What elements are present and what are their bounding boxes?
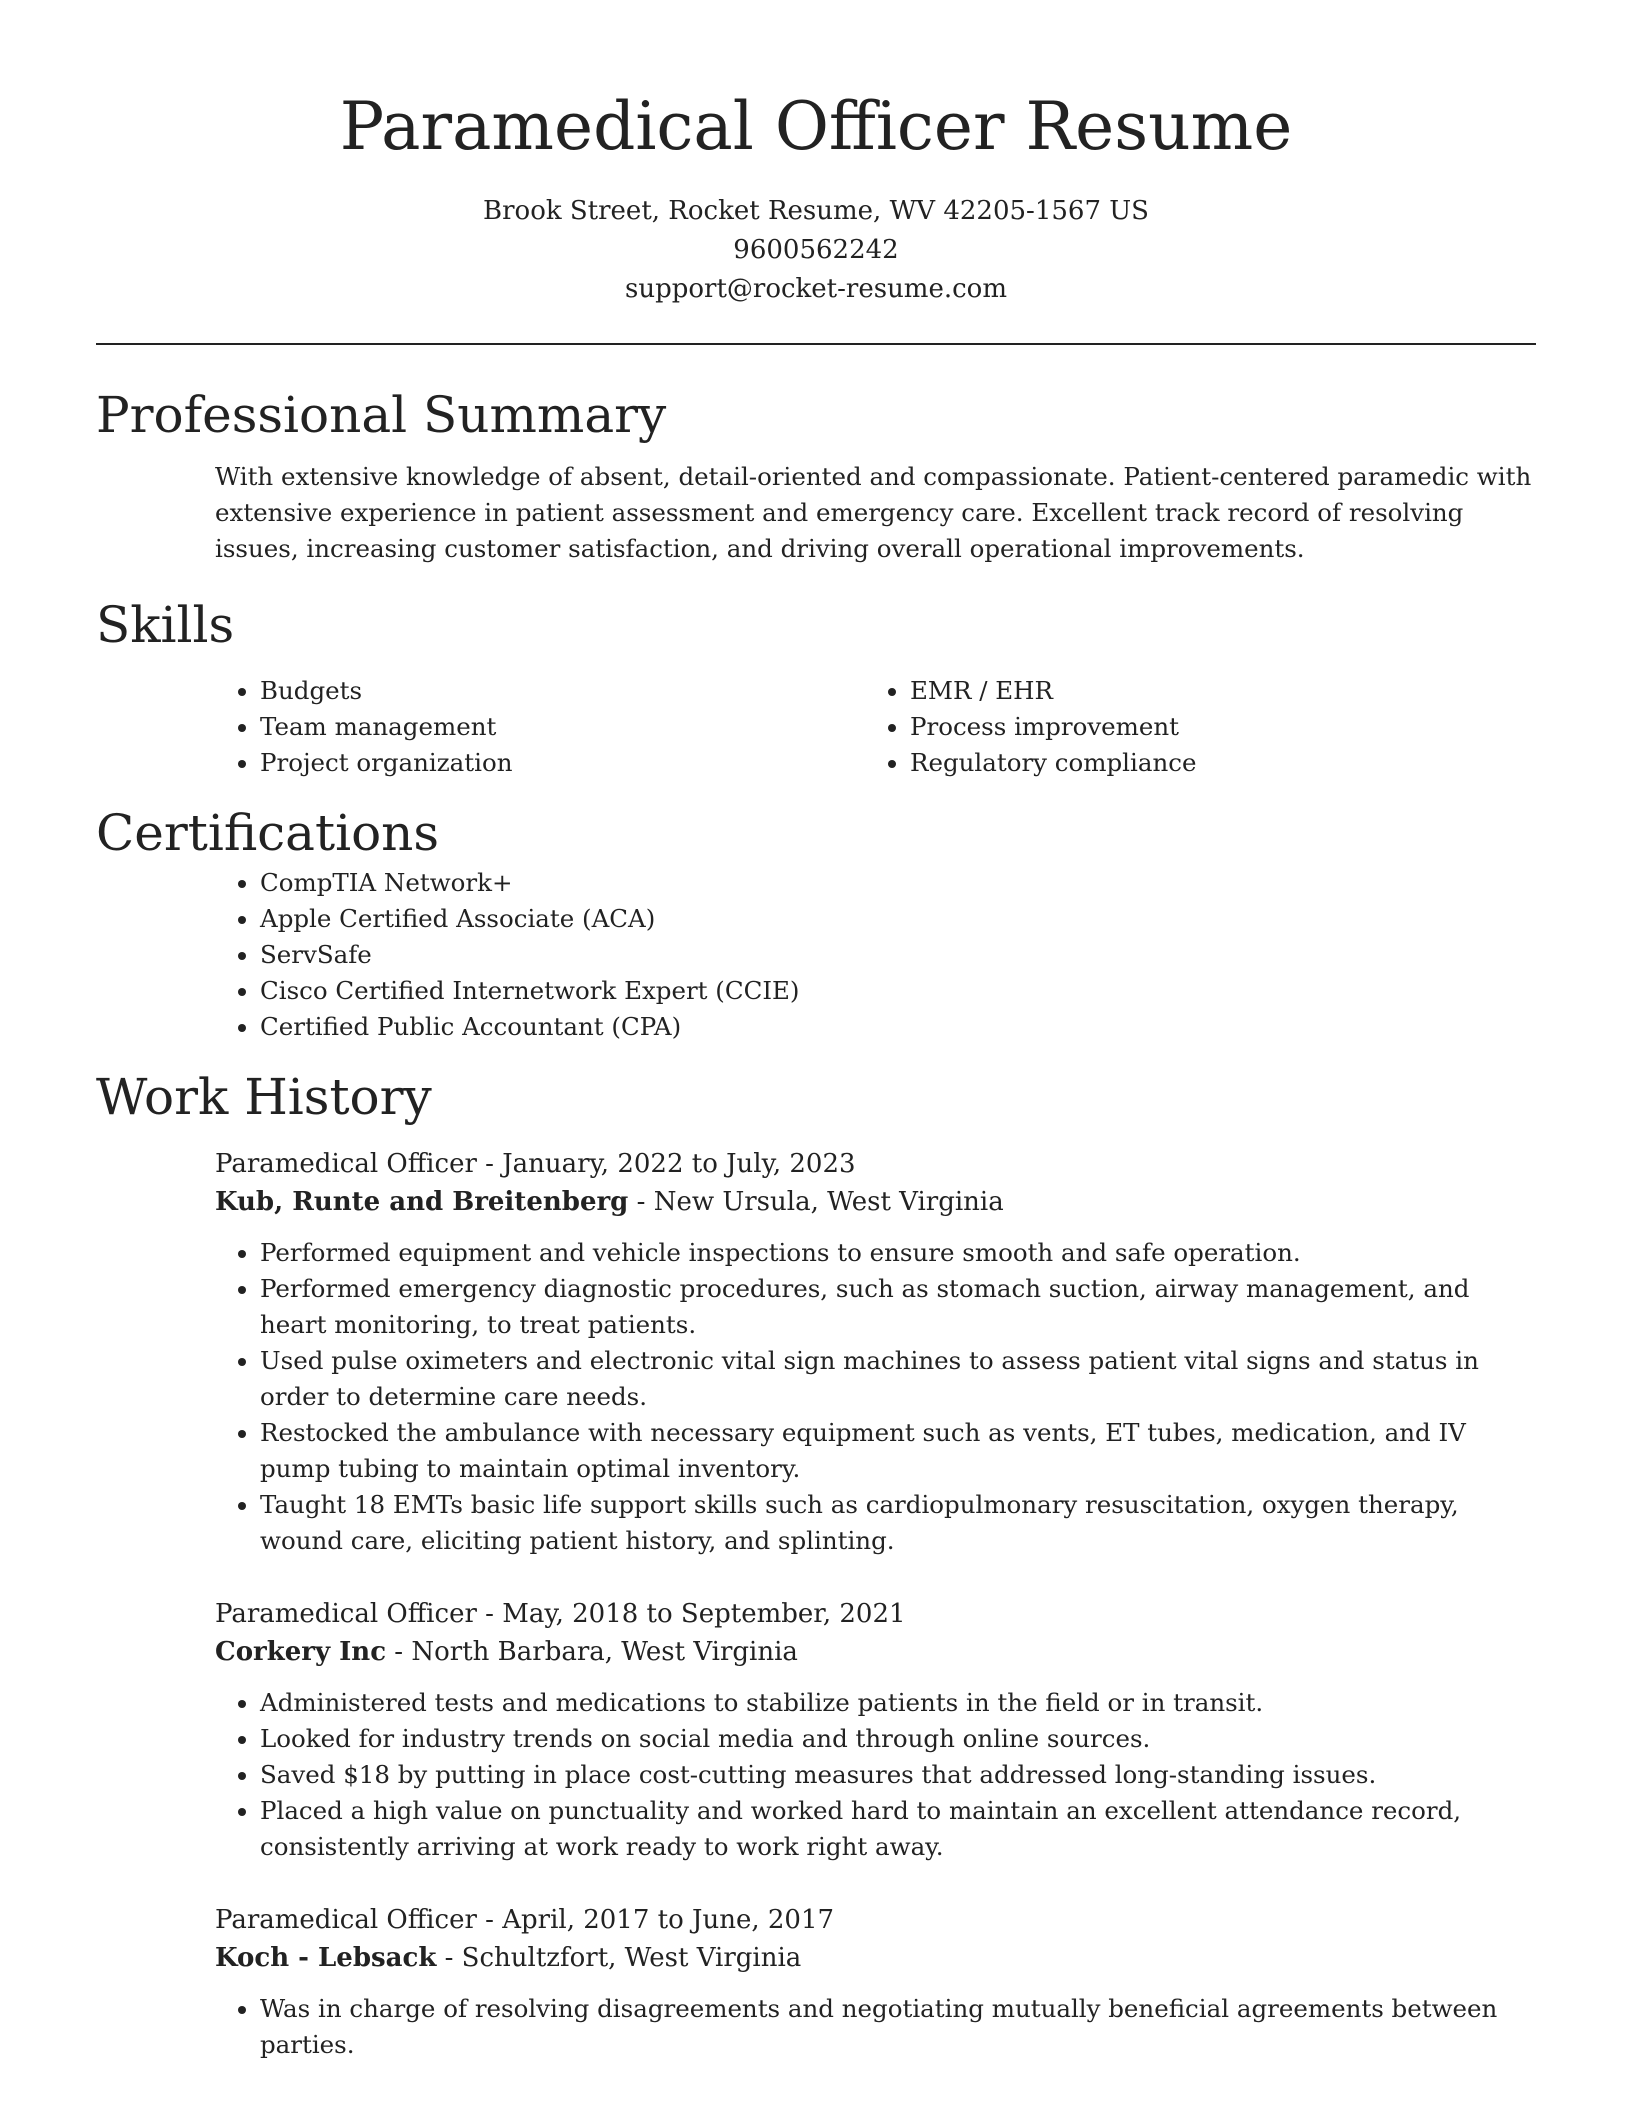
job-bullet: • Restocked the ambulance with necessary equipment such as vents, ET tubes, medication, and IV pump tubing to maintain optimal inventory.	[260, 1415, 1536, 1487]
job-location: Schultzfort, West Virginia	[461, 1943, 802, 1973]
job-dates: January, 2022 to July, 2023	[502, 1149, 856, 1179]
job-entry	[215, 1595, 1536, 1865]
job-dates: April, 2017 to June, 2017	[502, 1905, 835, 1935]
contact-info	[96, 192, 1536, 309]
skill-item: • EMR / EHR	[910, 673, 1196, 709]
skill-item: • Team management	[260, 709, 513, 745]
separator: -	[436, 1943, 462, 1973]
summary-text: With extensive knowledge of absent, detail-oriented and compassionate. Patient-centered paramedic with extensive experience in patient assessment and emergency care. Excellent track record of resolving issues, increasing customer satisfaction, and driving overall operational improvements.	[215, 462, 1532, 563]
certifications-heading: Certifications	[96, 804, 440, 862]
address: Brook Street, Rocket Resume, WV 42205-1567 US	[483, 196, 1149, 226]
job-bullet: • Taught 18 EMTs basic life support skills such as cardiopulmonary resuscitation, oxygen therapy, wound care, eliciting patient history, and splinting.	[260, 1487, 1536, 1559]
certification-item: • Cisco Certified Internetwork Expert (CCIE)	[260, 973, 1536, 1009]
email: support@rocket-resume.com	[624, 274, 1007, 304]
separator: -	[476, 1599, 503, 1629]
separator: -	[476, 1905, 503, 1935]
skills-left-column	[96, 673, 513, 781]
resume-title: Paramedical Officer Resume	[339, 88, 1293, 165]
job-dates: May, 2018 to September, 2021	[502, 1599, 906, 1629]
skills-right-column	[746, 673, 1196, 781]
header-divider	[96, 343, 1536, 345]
job-bullet: • Administered tests and medications to stabilize patients in the field or in transit.	[260, 1685, 1536, 1721]
resume-header	[96, 0, 1536, 309]
job-role: Paramedical Officer	[215, 1599, 477, 1629]
job-bullet: • Was in charge of resolving disagreements and negotiating mutually beneficial agreements between parties.	[260, 1991, 1536, 2063]
phone: 9600562242	[733, 235, 899, 265]
job-company: Koch - Lebsack	[215, 1943, 437, 1973]
job-bullets	[215, 1685, 1536, 1865]
certification-item: • ServSafe	[260, 937, 1536, 973]
skill-item: • Budgets	[260, 673, 513, 709]
job-company-line	[215, 1939, 1536, 1977]
skill-item: • Project organization	[260, 745, 513, 781]
certification-item: • CompTIA Network+	[260, 865, 1536, 901]
certification-item: • Apple Certified Associate (ACA)	[260, 901, 1536, 937]
job-bullets	[215, 1991, 1536, 2063]
certification-item: • Certified Public Accountant (CPA)	[260, 1009, 1536, 1045]
job-entry	[215, 1145, 1536, 1559]
skill-item: • Process improvement	[910, 709, 1196, 745]
summary-heading: Professional Summary	[96, 386, 667, 444]
job-company: Corkery Inc	[215, 1637, 387, 1667]
job-title-line	[215, 1145, 1536, 1183]
job-bullet: • Used pulse oximeters and electronic vital sign machines to assess patient vital signs and status in order to determine care needs.	[260, 1343, 1536, 1415]
job-location: North Barbara, West Virginia	[411, 1637, 798, 1667]
job-bullet: • Performed equipment and vehicle inspections to ensure smooth and safe operation.	[260, 1235, 1536, 1271]
certifications-list	[96, 865, 1536, 1045]
work-history-heading: Work History	[96, 1068, 432, 1126]
job-bullet: • Saved $18 by putting in place cost-cutting measures that addressed long-standing issues.	[260, 1757, 1536, 1793]
separator: -	[628, 1187, 654, 1217]
job-company-line	[215, 1633, 1536, 1671]
job-company-line	[215, 1183, 1536, 1221]
skills-list	[96, 673, 1536, 781]
job-role: Paramedical Officer	[215, 1149, 477, 1179]
job-title-line	[215, 1901, 1536, 1939]
job-role: Paramedical Officer	[215, 1905, 477, 1935]
job-location: New Ursula, West Virginia	[653, 1187, 1004, 1217]
job-company: Kub, Runte and Breitenberg	[215, 1187, 629, 1217]
separator: -	[386, 1637, 412, 1667]
job-entry	[215, 1901, 1536, 2063]
job-title-line	[215, 1595, 1536, 1633]
skill-item: • Regulatory compliance	[910, 745, 1196, 781]
skills-heading: Skills	[96, 596, 235, 654]
job-bullet: • Performed emergency diagnostic procedures, such as stomach suction, airway management, and heart monitoring, to treat patients.	[260, 1271, 1536, 1343]
job-bullet: • Looked for industry trends on social media and through online sources.	[260, 1721, 1536, 1757]
job-bullet: • Placed a high value on punctuality and worked hard to maintain an excellent attendance record, consistently arriving at work ready to work right away.	[260, 1793, 1536, 1865]
job-bullets	[215, 1235, 1536, 1559]
separator: -	[476, 1149, 503, 1179]
